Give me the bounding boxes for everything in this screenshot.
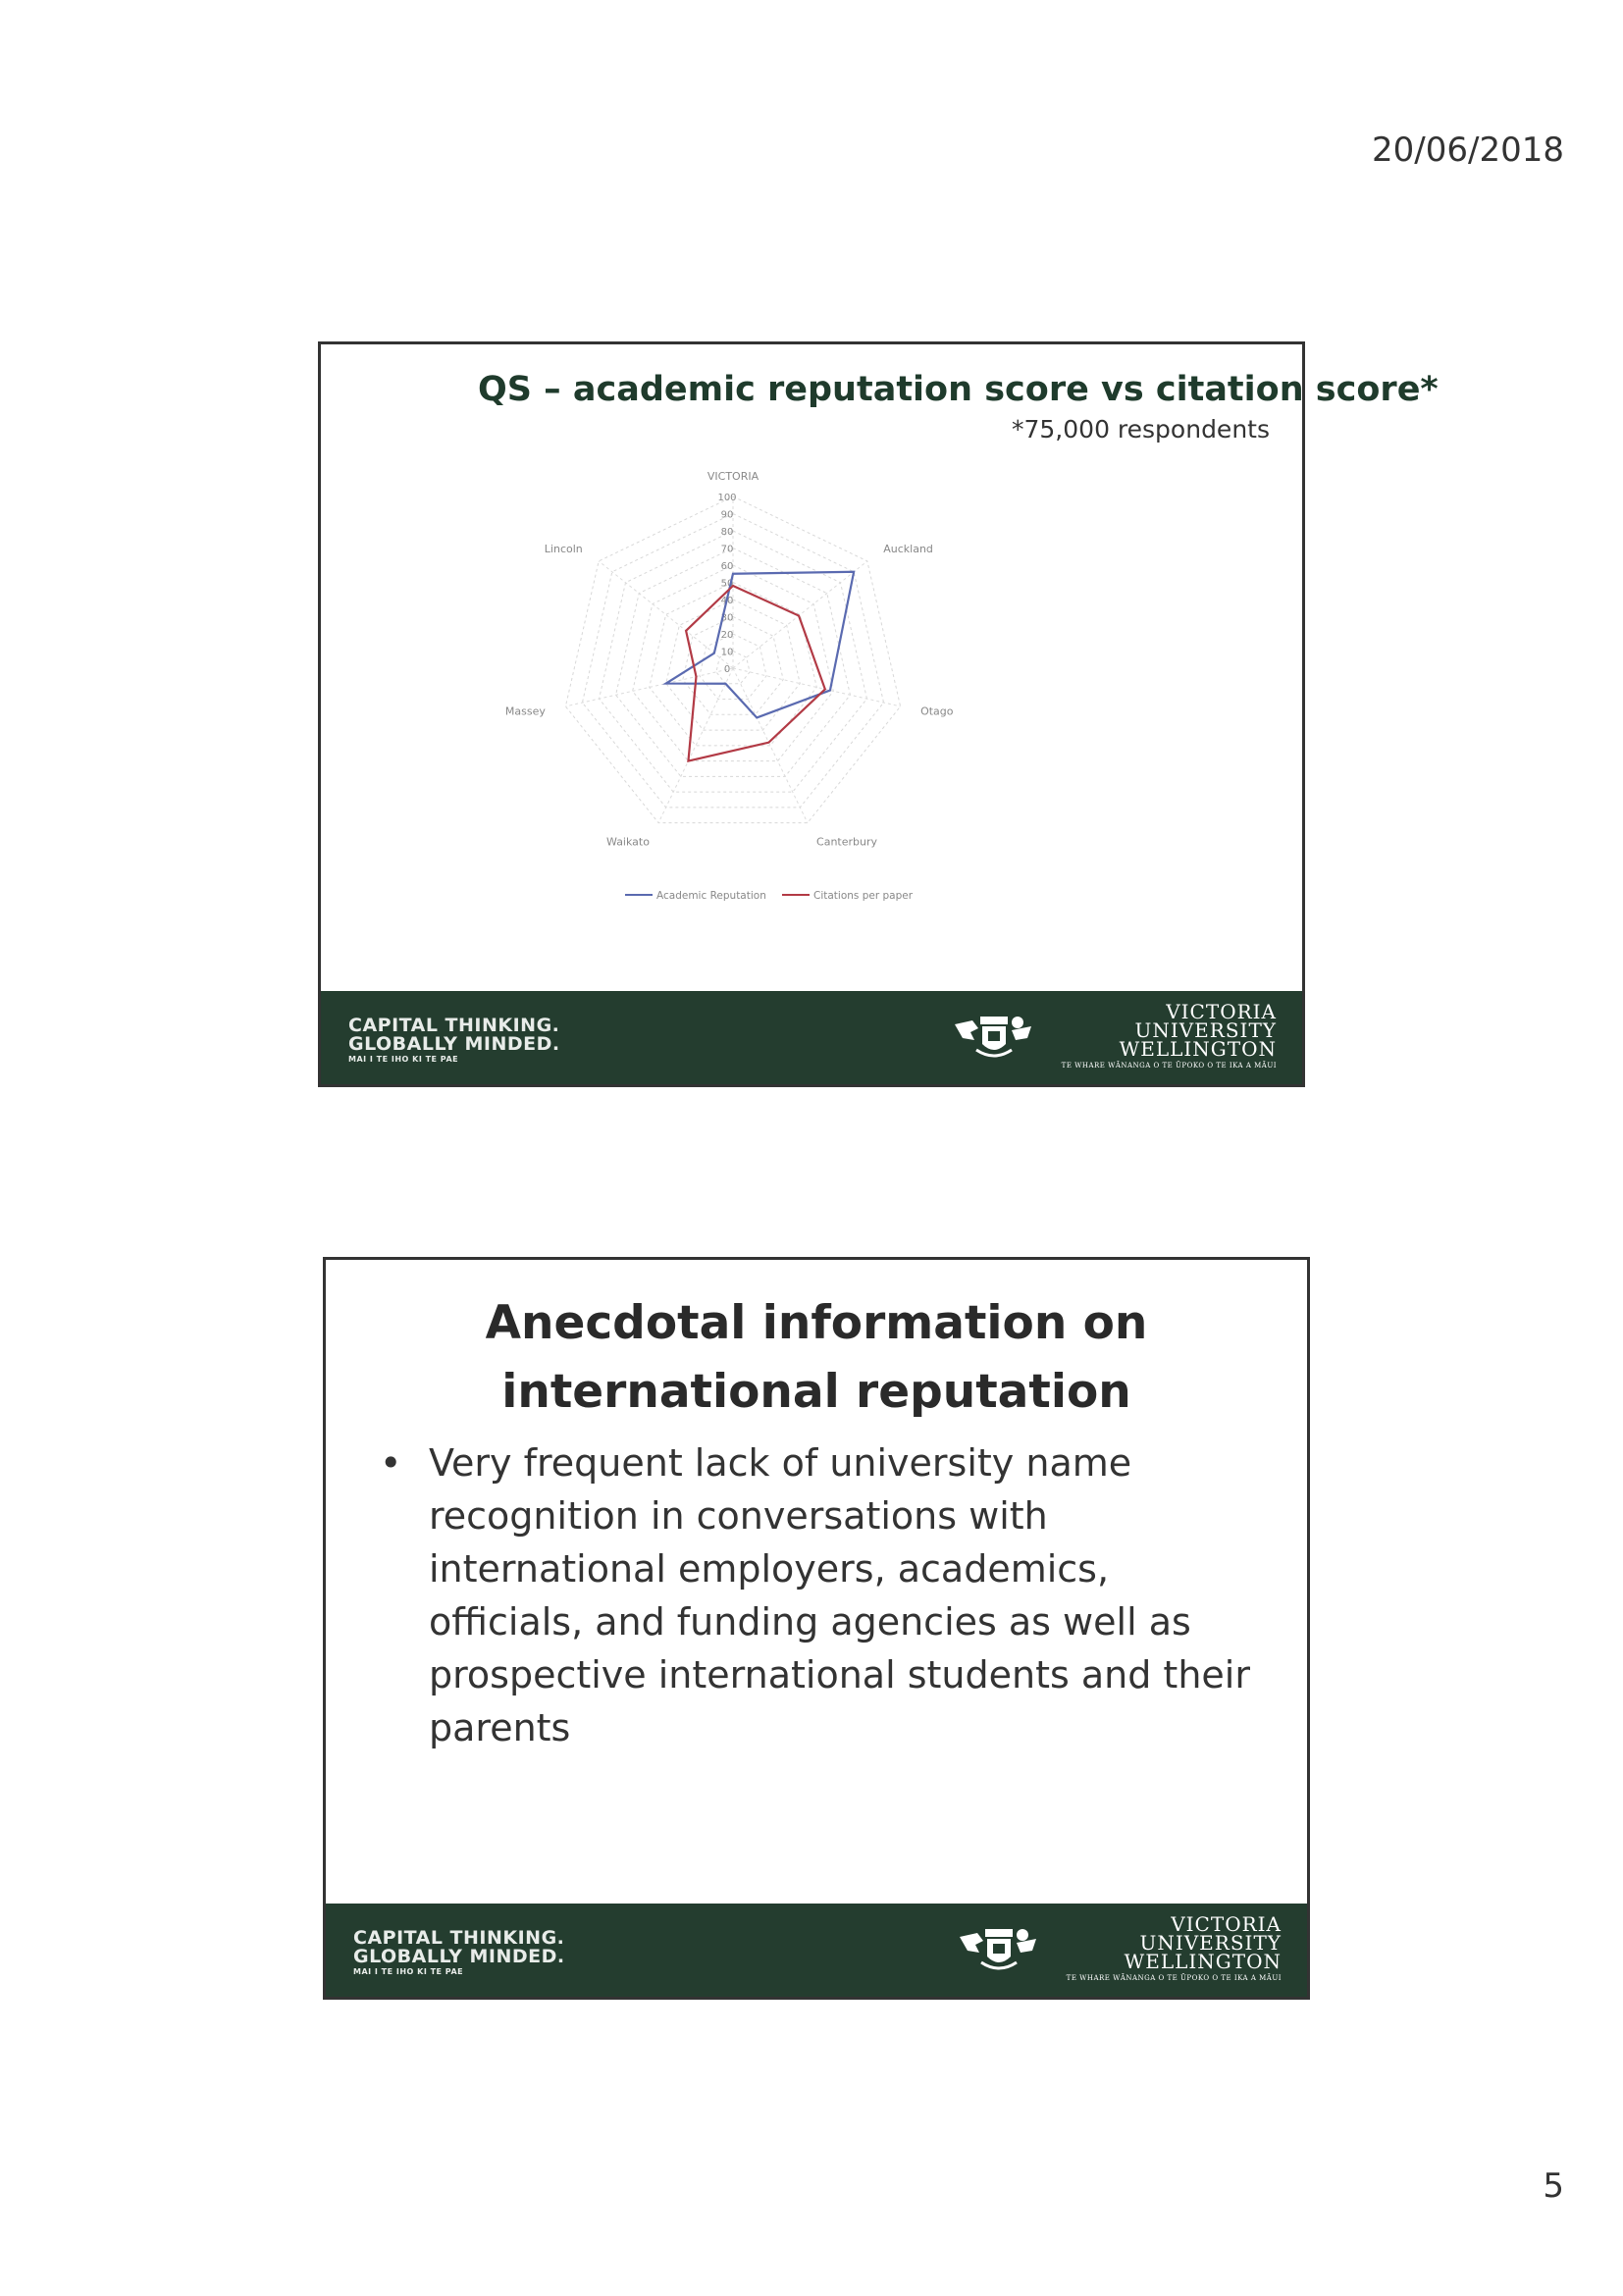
category-label: Waikato [606,835,650,849]
scale-tick-label: 70 [720,544,734,555]
scale-tick-label: 80 [720,527,734,538]
slide-title: QS – academic reputation score vs citation score* [478,370,1439,409]
scale-tick-label: 50 [720,578,734,590]
slide-footer [321,991,1302,1084]
uni-name-2: UNIVERSITY [1134,1018,1277,1042]
category-label: Lincoln [544,542,583,555]
slide-subtitle: *75,000 respondents [1012,415,1270,444]
category-label: Canterbury [816,835,878,849]
scale-tick-label: 90 [720,509,734,521]
title-line-2: international reputation [501,1365,1131,1419]
uni-name-1: VICTORIA [1171,1912,1282,1936]
university-crest-icon [958,1923,1040,1974]
tagline-line-2: GLOBALLY MINDED. [348,1033,560,1055]
legend-label: Academic Reputation [656,890,766,902]
uni-name-2: UNIVERSITY [1139,1931,1282,1955]
slide-anecdotal [323,1257,1310,2000]
university-logo [953,1000,1277,1073]
scale-tick-label: 20 [720,630,734,641]
radar-chart [468,462,1018,913]
title-line-1: Anecdotal information on [485,1296,1148,1350]
slide-title [326,1289,1307,1427]
university-crest-icon [953,1011,1035,1062]
uni-name-3: WELLINGTON [1124,1950,1282,1973]
scale-tick-label: 0 [723,664,731,675]
scale-tick-label: 30 [720,612,734,624]
slide-radar-chart [318,341,1439,1087]
tagline-line-1: CAPITAL THINKING. [353,1927,565,1949]
page-number: 5 [1543,2166,1564,2206]
category-label: Auckland [883,542,933,555]
uni-maori-name: TE WHARE WĀNANGA O TE ŪPOKO O TE IKA A MĀUI [1061,1062,1277,1070]
tagline-line-2: GLOBALLY MINDED. [353,1946,565,1967]
bullet-item: • Very frequent lack of university name recognition in conversations with international employers, academics, officials, and funding agencies as well as prospective international students and their parents [380,1436,1263,1754]
footer-tagline [353,1929,565,1978]
footer-tagline [348,1017,560,1066]
slide-footer [326,1904,1307,1997]
grid-ring [633,565,834,761]
page-date: 20/06/2018 [1372,130,1564,170]
category-label: VICTORIA [707,470,759,483]
university-logo [958,1912,1282,1986]
tagline-line-3: MAI I TE IHO KI TE PAE [353,1967,464,1976]
bullet-list [380,1436,1263,1754]
category-label: Otago [920,704,954,718]
uni-name-3: WELLINGTON [1119,1037,1277,1061]
uni-maori-name: TE WHARE WĀNANGA O TE ŪPOKO O TE IKA A MĀUI [1066,1974,1282,1982]
scale-tick-label: 40 [720,596,734,606]
series-line [686,586,825,761]
category-label: Massey [504,704,546,718]
tagline-line-3: MAI I TE IHO KI TE PAE [348,1055,459,1064]
scale-tick-label: 10 [720,647,734,658]
uni-name-1: VICTORIA [1166,1000,1277,1023]
tagline-line-1: CAPITAL THINKING. [348,1015,560,1036]
scale-tick-label: 100 [717,493,737,503]
grid-spoke [599,561,733,668]
scale-tick-label: 60 [720,561,734,572]
grid-spoke [733,561,867,668]
legend-label: Citations per paper [813,890,914,902]
